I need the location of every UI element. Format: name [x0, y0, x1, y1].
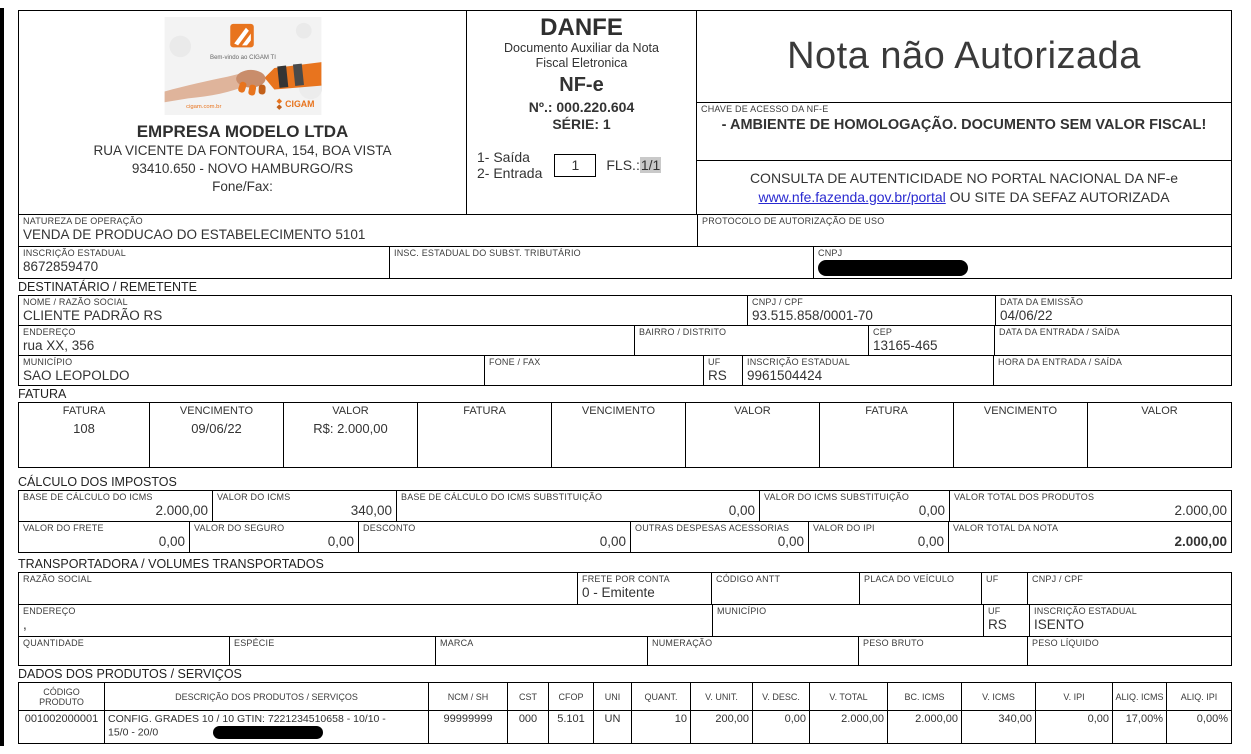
field-label: CNPJ / CPF: [752, 297, 804, 307]
field-data-entrada-saida: [994, 325, 1232, 356]
field-numeracao: [647, 636, 859, 666]
chave-acesso-valor: - AMBIENTE DE HOMOLOGAÇÃO. DOCUMENTO SEM VALOR FISCAL!: [721, 117, 1207, 133]
inscricoes-row: [18, 246, 1232, 279]
produto-descricao: [104, 710, 429, 744]
danfe-titulo: DANFE: [540, 14, 623, 41]
fatura-coluna: [685, 402, 820, 468]
field-municipio-transp: [712, 604, 984, 637]
produto-aliq-icms: 17,00%: [1112, 710, 1167, 744]
field-quantidade: [18, 636, 230, 666]
section-title-produtos: DADOS DOS PRODUTOS / SERVIÇOS: [18, 667, 242, 681]
produto-bc-icms: 2.000,00: [887, 710, 962, 744]
field-ie-subst-tributario: [389, 246, 814, 279]
field-uf: [703, 355, 743, 386]
field-value: 0,00: [158, 534, 185, 549]
danfe-serie: SÉRIE: 1: [552, 116, 611, 132]
field-label: MUNICÍPIO: [23, 357, 73, 367]
destinatario-row-2: [18, 325, 1232, 356]
field-label: FRETE POR CONTA: [582, 574, 670, 584]
fatura-coluna: [18, 402, 150, 468]
field-label: INSC. ESTADUAL DO SUBST. TRIBUTÁRIO: [394, 248, 581, 258]
fatura-table: [18, 402, 1232, 468]
field-label: CNPJ / CPF: [1032, 574, 1084, 584]
field-label: VALOR DO FRETE: [23, 523, 104, 533]
field-label: VALOR: [734, 405, 771, 417]
transportadora-row-3: [18, 636, 1232, 666]
field-value: VENDA DE PRODUCAO DO ESTABELECIMENTO 5101: [23, 227, 366, 242]
field-endereco-transp: [18, 604, 713, 637]
field-value: 9961504424: [747, 368, 823, 383]
field-value: 0,00: [917, 534, 944, 549]
field-value: 04/06/22: [1000, 308, 1053, 323]
field-uf-transp-1: [981, 572, 1028, 605]
field-value: 2.000,00: [1174, 534, 1227, 549]
field-label: ESPÉCIE: [234, 638, 275, 648]
emitente-endereco: RUA VICENTE DA FONTOURA, 154, BOA VISTA: [93, 143, 392, 158]
col-header-cfop: CFOP: [548, 682, 594, 711]
field-label: VENCIMENTO: [581, 405, 656, 417]
transportadora-row-1: [18, 572, 1232, 605]
field-label: NATUREZA DE OPERAÇÃO: [23, 216, 143, 226]
field-value: ,: [23, 617, 27, 632]
consulta-linha-2: [701, 188, 1227, 207]
field-valor-total-produtos: [949, 490, 1232, 522]
field-label: CHAVE DE ACESSO DA NF-E: [701, 104, 829, 114]
field-natureza-operacao: [18, 214, 698, 247]
field-cnpj-cpf-transp: [1027, 572, 1232, 605]
col-header-ncm: NCM / SH: [428, 682, 508, 711]
field-value: rua XX, 356: [23, 338, 95, 353]
field-label: BASE DE CÁLCULO DO ICMS SUBSTITUIÇÃO: [401, 492, 603, 502]
fatura-coluna: [417, 402, 552, 468]
destinatario-row-1: [18, 295, 1232, 326]
field-value: CLIENTE PADRÃO RS: [23, 308, 163, 323]
field-valor-total-nota: [948, 521, 1232, 553]
field-label: CNPJ: [818, 248, 843, 258]
field-valor-frete: [18, 521, 190, 553]
section-title-transportadora: TRANSPORTADORA / VOLUMES TRANSPORTADOS: [18, 557, 324, 571]
danfe-opcoes: [477, 149, 542, 181]
field-label: FATURA: [463, 405, 506, 417]
field-label: BAIRRO / DISTRITO: [639, 327, 727, 337]
produto-codigo: 001002000001: [18, 710, 105, 744]
field-value: 0 - Emitente: [582, 585, 655, 600]
field-label: VENCIMENTO: [983, 405, 1058, 417]
field-value: 0,00: [728, 503, 755, 518]
danfe-numero: Nº.: 000.220.604: [528, 99, 635, 115]
section-title-fatura: FATURA: [18, 387, 67, 401]
field-razao-social: [18, 572, 578, 605]
col-header-bc-icms: BC. ICMS: [887, 682, 962, 711]
field-base-calculo-icms: [18, 490, 213, 522]
produto-cst: 000: [507, 710, 549, 744]
field-valor-icms-substituicao: [759, 490, 950, 522]
field-label: PLACA DO VEÍCULO: [864, 574, 955, 584]
redaction-bar: [213, 726, 323, 739]
col-header-cst: CST: [507, 682, 549, 711]
page-edge-bar: [0, 8, 4, 746]
produto-v-icms: 340,00: [961, 710, 1036, 744]
col-header-codigo: CÓDIGO PRODUTO: [18, 682, 105, 711]
fatura-coluna: [953, 402, 1088, 468]
field-label: VALOR TOTAL DOS PRODUTOS: [954, 492, 1095, 502]
col-header-aliq-icms: ALIQ. ICMS: [1112, 682, 1167, 711]
field-label: QUANTIDADE: [23, 638, 85, 648]
field-hora-entrada-saida: [993, 355, 1232, 386]
consulta-resto: OU SITE DA SEFAZ AUTORIZADA: [949, 188, 1170, 205]
col-header-v-desc: V. DESC.: [752, 682, 810, 711]
field-fone-fax: [484, 355, 704, 386]
status-nota-text: Nota não Autorizada: [787, 35, 1141, 77]
field-frete-por-conta: [577, 572, 712, 605]
produto-row: [18, 710, 1232, 744]
field-value: 2.000,00: [155, 503, 208, 518]
section-title-destinatario: DESTINATÁRIO / REMETENTE: [18, 280, 197, 294]
field-label: HORA DA ENTRADA / SAÍDA: [998, 357, 1123, 367]
field-label: VENCIMENTO: [179, 405, 254, 417]
field-value: 108: [73, 421, 95, 436]
col-header-aliq-ipi: ALIQ. IPI: [1166, 682, 1232, 711]
emitente-box: [18, 10, 467, 215]
field-label: BASE DE CÁLCULO DO ICMS: [23, 492, 153, 502]
field-label: UF: [708, 357, 721, 367]
field-label: RAZÃO SOCIAL: [23, 574, 92, 584]
field-base-icms-substituicao: [396, 490, 760, 522]
field-label: OUTRAS DESPESAS ACESSORIAS: [635, 523, 790, 533]
emitente-nome: EMPRESA MODELO LTDA: [136, 122, 349, 141]
field-label: NUMERAÇÃO: [652, 638, 713, 648]
field-endereco: [18, 325, 635, 356]
field-label: UF: [986, 574, 999, 584]
field-value: ISENTO: [1034, 617, 1085, 632]
field-bairro-distrito: [634, 325, 869, 356]
field-inscricao-estadual-dest: [742, 355, 994, 386]
header-right-stack: [696, 10, 1232, 215]
produto-v-total: 2.000,00: [809, 710, 888, 744]
field-value: RS: [988, 617, 1007, 632]
field-cep: [868, 325, 995, 356]
produto-quant: 10: [631, 710, 691, 744]
header-section: [18, 10, 1232, 215]
chave-acesso-box: [696, 102, 1232, 161]
field-label: CEP: [873, 327, 893, 337]
impostos-row-2: [18, 521, 1232, 553]
field-desconto: [358, 521, 631, 553]
field-nome-razao-social: [18, 295, 748, 326]
produto-ncm: 99999999: [428, 710, 508, 744]
tipo-nota-box: 1: [554, 154, 596, 177]
impostos-row-1: [18, 490, 1232, 522]
field-value: 340,00: [350, 503, 392, 518]
produto-v-ipi: 0,00: [1035, 710, 1113, 744]
field-label: FONE / FAX: [489, 357, 541, 367]
col-header-quant: QUANT.: [631, 682, 691, 711]
field-label: VALOR DO IPI: [813, 523, 875, 533]
field-label: PESO LÍQUIDO: [1032, 638, 1099, 648]
fatura-coluna: [149, 402, 284, 468]
field-value: 0,00: [918, 503, 945, 518]
field-label: PESO BRUTO: [863, 638, 924, 648]
descricao-linha-2: 15/0 - 20/0: [108, 726, 425, 739]
field-value: 0,00: [777, 534, 804, 549]
col-header-v-ipi: V. IPI: [1035, 682, 1113, 711]
field-especie: [229, 636, 436, 666]
field-label: ENDEREÇO: [23, 606, 76, 616]
logo-brand-text: CIGAM: [284, 99, 315, 110]
field-protocolo-autorizacao: [697, 214, 1232, 247]
field-cnpj-emitente: [813, 246, 1232, 279]
danfe-box: [466, 10, 697, 215]
field-label: VALOR: [332, 405, 369, 417]
natureza-row: [18, 214, 1232, 247]
status-box: [696, 10, 1232, 103]
descricao-linha-1: CONFIG. GRADES 10 / 10 GTIN: 7221234510658 - 10/10 -: [108, 713, 386, 725]
field-label: VALOR DO SEGURO: [194, 523, 285, 533]
cigam-mark-icon: [230, 24, 254, 48]
field-municipio: [18, 355, 485, 386]
field-label: FATURA: [865, 405, 908, 417]
field-label: MARCA: [440, 638, 474, 648]
field-label: CÓDIGO ANTT: [716, 574, 781, 584]
field-label: ENDEREÇO: [23, 327, 76, 337]
opcao-entrada: 2- Entrada: [477, 165, 543, 181]
field-label: MUNICÍPIO: [717, 606, 767, 616]
field-peso-bruto: [858, 636, 1028, 666]
fatura-coluna: [819, 402, 954, 468]
produto-v-desc: 0,00: [752, 710, 810, 744]
opcao-saida: 1- Saída: [477, 149, 530, 165]
fatura-coluna: [1087, 402, 1232, 468]
transportadora-row-2: [18, 604, 1232, 637]
field-data-emissao: [995, 295, 1232, 326]
danfe-sigla: NF-e: [559, 74, 604, 96]
emitente-cidade: 93410.650 - NOVO HAMBURGO/RS: [131, 161, 354, 176]
field-cnpj-cpf: [747, 295, 996, 326]
cigam-logo-image: [164, 17, 322, 115]
produtos-header-row: [18, 682, 1232, 711]
fatura-coluna: [283, 402, 418, 468]
col-header-descricao: DESCRIÇÃO DOS PRODUTOS / SERVIÇOS: [104, 682, 429, 711]
field-label: INSCRIÇÃO ESTADUAL: [1034, 606, 1137, 616]
field-label: DESCONTO: [363, 523, 416, 533]
field-value: RS: [708, 368, 727, 383]
consulta-linha-1: CONSULTA DE AUTENTICIDADE NO PORTAL NACIONAL DA NF-e: [749, 169, 1179, 186]
section-title-impostos: CÁLCULO DOS IMPOSTOS: [18, 475, 177, 489]
field-ie-transp: [1029, 604, 1232, 637]
field-label: VALOR: [1141, 405, 1178, 417]
produto-v-unit: 200,00: [690, 710, 753, 744]
col-header-v-total: V. TOTAL: [809, 682, 888, 711]
field-label: INSCRIÇÃO ESTADUAL: [23, 248, 126, 258]
field-valor-icms: [212, 490, 397, 522]
field-value: SAO LEOPOLDO: [23, 368, 130, 383]
field-label: VALOR TOTAL DA NOTA: [953, 523, 1059, 533]
nfe-portal-link[interactable]: www.nfe.fazenda.gov.br/portal: [758, 188, 946, 205]
field-label: UF: [988, 606, 1001, 616]
col-header-v-icms: V. ICMS: [961, 682, 1036, 711]
produto-aliq-ipi: 0,00%: [1166, 710, 1232, 744]
field-valor-seguro: [189, 521, 359, 553]
field-value: 09/06/22: [191, 421, 242, 436]
field-label: FATURA: [62, 405, 106, 417]
danfe-tipo-fls-row: [471, 149, 692, 181]
field-label: PROTOCOLO DE AUTORIZAÇÃO DE USO: [702, 216, 885, 226]
field-label: DATA DA EMISSÃO: [1000, 297, 1084, 307]
danfe-subtitulo-2: Fiscal Eletronica: [535, 56, 628, 70]
field-placa-veiculo: [859, 572, 982, 605]
field-peso-liquido: [1027, 636, 1232, 666]
field-value: 0,00: [599, 534, 626, 549]
produto-cfop: 5.101: [548, 710, 594, 744]
field-value: 0,00: [327, 534, 354, 549]
field-value: 2.000,00: [1174, 503, 1227, 518]
logo-site-text: cigam.com.br: [185, 104, 221, 111]
emitente-fone: Fone/Fax:: [212, 179, 273, 194]
field-outras-despesas: [630, 521, 809, 553]
fls-label: FLS.:: [606, 157, 640, 173]
danfe-subtitulo-1: Documento Auxiliar da Nota: [504, 41, 659, 55]
destinatario-row-3: [18, 355, 1232, 386]
col-header-v-unit: V. UNIT.: [690, 682, 753, 711]
field-label: VALOR DO ICMS: [217, 492, 291, 502]
fls-value: 1/1: [640, 157, 661, 173]
field-label: NOME / RAZÃO SOCIAL: [23, 297, 128, 307]
field-uf-transp-2: [983, 604, 1030, 637]
consulta-box: [696, 160, 1232, 215]
produto-uni: UN: [593, 710, 632, 744]
fls-indicator: [606, 157, 661, 173]
field-value: 93.515.858/0001-70: [752, 308, 873, 323]
field-inscricao-estadual: [18, 246, 390, 279]
field-value: 8672859470: [23, 259, 99, 274]
field-label: INSCRIÇÃO ESTADUAL: [747, 357, 850, 367]
fatura-coluna: [551, 402, 686, 468]
field-marca: [435, 636, 648, 666]
redaction-bar: [818, 260, 968, 276]
field-value: R$: 2.000,00: [313, 421, 388, 436]
document-content: [18, 10, 1232, 744]
field-label: DATA DA ENTRADA / SAÍDA: [999, 327, 1120, 337]
field-codigo-antt: [711, 572, 860, 605]
logo-welcome-text: Bem-vindo ao CIGAM TI: [209, 55, 276, 62]
col-header-uni: UNI: [593, 682, 632, 711]
field-value: 13165-465: [873, 338, 938, 353]
field-label: VALOR DO ICMS SUBSTITUIÇÃO: [764, 492, 910, 502]
field-valor-ipi: [808, 521, 949, 553]
